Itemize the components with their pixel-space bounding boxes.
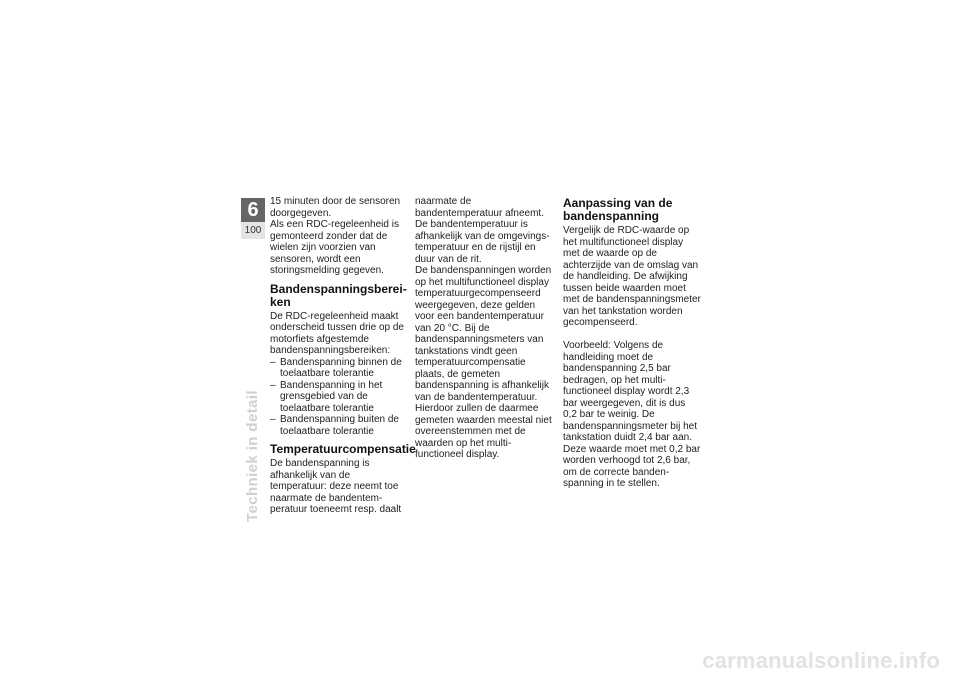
text-column-3 — [563, 196, 701, 490]
text-column-2 — [415, 196, 553, 461]
list-item: – Bandenspanning binnen de toelaatbare tolerantie — [270, 357, 408, 380]
sensor-paragraph: Als een RDC-regeleenheid is gemonteerd zonder dat de wielen zijn voorzien van sensoren, wordt een storingsmelding gegeven. — [270, 219, 399, 276]
ranges-paragraph: De RDC-regeleenheid maakt onderscheid tussen drie op de motorfiets afgestemde bandenspanningsbereiken: — [270, 310, 404, 356]
chapter-number: 6 — [241, 198, 265, 222]
ranges-list — [270, 357, 408, 438]
intro-paragraph: 15 minuten door de sensoren doorgegeven. — [270, 196, 401, 219]
chapter-title — [244, 390, 264, 522]
section-heading-temperature: Temperatuurcompensatie — [270, 442, 416, 456]
text-column-1 — [270, 196, 416, 516]
adjustment-paragraph: Vergelijk de RDC-waarde op het multifunctioneel display met de waarde op de achterzijde van de omslag van de handleiding. De afwijking tussen beide waarden moet met de bandenspanningsmeter van het tankstation worden gecompenseerd. — [563, 225, 701, 328]
watermark: carmanualsonline.info — [702, 648, 940, 673]
section-heading-pressure-ranges: Bandenspanningsbereiken — [270, 281, 407, 309]
list-item: – Bandenspanning in het grensgebied van de toelaatbare tolerantie — [270, 380, 408, 415]
example-paragraph: Voorbeeld: Volgens de handleiding moet de bandenspanning 2,5 bar bedragen, op het multifunctioneel display wordt 2,3 bar weergegeven, dit is dus 0,2 bar te weinig. De bandenspanningsmeter bij het tankstation duidt 2,4 bar aan. Deze waarde moet met 0,2 bar worden verhoogd tot 2,6 bar, om de correcte bandenspanning in te stellen. — [563, 340, 701, 489]
list-item: – Bandenspanning buiten de toelaatbare tolerantie — [270, 414, 408, 437]
page-number: 100 — [241, 222, 265, 239]
section-heading-adjustment: Aanpassing van de bandenspanning — [563, 196, 673, 223]
display-paragraph: De bandenspanningen worden op het multifunctioneel display temperatuurgecompenseerd weergegeven, deze gelden voor een bandentemperatuur van 20 °C. Bij de bandenspanningsmeters van tankstations vindt geen temperatuurcompensatie plaats, de gemeten bandenspanning is afhankelijk van de bandentemperatuur. Hierdoor zullen de daarmee gemeten waarden meestal niet overeenstemmen met de waarden op het multifunctioneel display. — [415, 265, 552, 460]
temperature-paragraph: De bandenspanning is afhankelijk van de temperatuur: deze neemt toe naarmate de bandentemperatuur toeneemt resp. daalt — [270, 458, 402, 515]
temperature-continued-paragraph: naarmate de bandentemperatuur afneemt. De bandentemperatuur is afhankelijk van de omgevingstemperatuur en de rijstijl en duur van de rit. — [415, 196, 550, 265]
chapter-title-text: Techniek in detail — [244, 390, 261, 522]
chapter-tab — [241, 198, 265, 239]
